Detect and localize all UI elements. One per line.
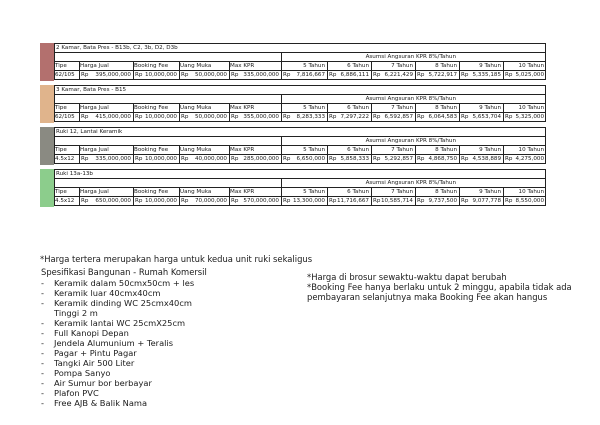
asumsi-header: Asumsi Angsuran KPR 8%/Tahun xyxy=(365,54,456,60)
spec-item-text: Air Sumur bor berbayar xyxy=(54,378,152,388)
amount: 7,816,667 xyxy=(296,72,325,78)
bullet-dash: - xyxy=(41,298,44,308)
amount: 5,325,000 xyxy=(515,114,544,120)
spec-item-text: Full Kanopi Depan xyxy=(54,328,129,338)
amount: 285,000,000 xyxy=(243,156,279,162)
cell-tipe: 62/105 xyxy=(55,114,75,120)
table-frame xyxy=(54,169,546,206)
table-title: Ruki 13a-13b xyxy=(56,171,93,177)
amount: 5,335,185 xyxy=(472,72,501,78)
currency-label: Rp xyxy=(283,114,291,120)
spec-title: Spesifikasi Bangunan - Rumah Komersil xyxy=(41,267,207,277)
color-bar xyxy=(40,43,54,81)
currency-label: Rp xyxy=(135,114,143,120)
bullet-dash: - xyxy=(41,288,44,298)
col-header-booking: Booking Fee xyxy=(134,105,169,111)
bullet-dash: - xyxy=(41,358,44,368)
col-header-tahun: 6 Tahun xyxy=(347,105,369,111)
amount: 650,000,000 xyxy=(95,198,131,204)
amount: 9,737,500 xyxy=(428,198,457,204)
amount: 8,283,333 xyxy=(296,114,325,120)
currency-label: Rp xyxy=(505,72,513,78)
spec-item-text: Keramik lantai WC 25cmX25cm xyxy=(54,318,186,328)
amount: 50,000,000 xyxy=(194,114,227,120)
col-header-tahun: 9 Tahun xyxy=(479,63,501,69)
bullet-dash: - xyxy=(41,388,44,398)
amount: 5,858,333 xyxy=(340,156,369,162)
amount: 10,000,000 xyxy=(144,156,177,162)
currency-label: Rp xyxy=(231,114,239,120)
table-frame xyxy=(54,85,546,122)
currency-label: Rp xyxy=(81,72,89,78)
table-body xyxy=(54,127,546,165)
col-header-tahun: 10 Tahun xyxy=(518,105,544,111)
bullet-dash: - xyxy=(41,378,44,388)
col-header-kpr: Max KPR xyxy=(230,105,255,111)
amount: 40,000,000 xyxy=(194,156,227,162)
col-header-booking: Booking Fee xyxy=(134,147,169,153)
col-header-tahun: 5 Tahun xyxy=(303,189,325,195)
amount: 5,722,917 xyxy=(428,72,457,78)
amount: 4,868,750 xyxy=(428,156,457,162)
cell-tipe: 4.5x12 xyxy=(55,156,75,162)
currency-label: Rp xyxy=(135,198,143,204)
amount: 6,886,111 xyxy=(340,72,369,78)
currency-label: Rp xyxy=(329,72,337,78)
currency-label: Rp xyxy=(373,114,381,120)
currency-label: Rp xyxy=(505,156,513,162)
currency-label: Rp xyxy=(373,198,381,204)
bullet-dash: - xyxy=(41,368,44,378)
amount: 5,653,704 xyxy=(472,114,501,120)
spec-item-text: Plafon PVC xyxy=(54,388,99,398)
amount: 335,000,000 xyxy=(243,72,279,78)
col-header-tahun: 5 Tahun xyxy=(303,63,325,69)
currency-label: Rp xyxy=(181,72,189,78)
amount: 10,585,714 xyxy=(380,198,413,204)
col-header-tahun: 10 Tahun xyxy=(518,63,544,69)
bullet-dash: - xyxy=(41,398,44,408)
table-frame xyxy=(54,43,546,80)
col-header-tahun: 5 Tahun xyxy=(303,147,325,153)
table-title: 2 Kamar, Bata Pres - B13b, C2, 3b, D2, D3b xyxy=(56,45,178,51)
price-table-2 xyxy=(40,85,546,123)
spec-item-text: Keramik luar 40cmx40cm xyxy=(54,288,161,298)
amount: 5,292,857 xyxy=(384,156,413,162)
amount: 13,300,000 xyxy=(292,198,325,204)
col-header-tipe: Tipe xyxy=(55,63,67,69)
currency-label: Rp xyxy=(231,198,239,204)
currency-label: Rp xyxy=(461,114,469,120)
currency-label: Rp xyxy=(461,156,469,162)
currency-label: Rp xyxy=(329,156,337,162)
col-header-muka: Uang Muka xyxy=(180,105,212,111)
col-header-tahun: 6 Tahun xyxy=(347,189,369,195)
col-header-tipe: Tipe xyxy=(55,189,67,195)
currency-label: Rp xyxy=(505,198,513,204)
spec-item-text: Keramik dalam 50cmx50cm + les xyxy=(54,278,195,288)
amount: 4,275,000 xyxy=(515,156,544,162)
col-header-booking: Booking Fee xyxy=(134,189,169,195)
currency-label: Rp xyxy=(461,198,469,204)
amount: 5,025,000 xyxy=(515,72,544,78)
col-header-kpr: Max KPR xyxy=(230,189,255,195)
spec-item-text: Keramik dinding WC 25cmx40cm xyxy=(54,298,192,308)
note-right-1: *Harga di brosur sewaktu-waktu dapat berubah xyxy=(307,272,507,282)
col-header-kpr: Max KPR xyxy=(230,147,255,153)
col-header-booking: Booking Fee xyxy=(134,63,169,69)
bullet-dash: - xyxy=(41,278,44,288)
amount: 415,000,000 xyxy=(95,114,131,120)
col-header-harga: Harga Jual xyxy=(80,105,109,111)
amount: 335,000,000 xyxy=(95,156,131,162)
amount: 9,077,778 xyxy=(472,198,501,204)
col-header-tahun: 8 Tahun xyxy=(435,63,457,69)
currency-label: Rp xyxy=(283,72,291,78)
spec-item-text: Jendela Alumunium + Teralis xyxy=(54,338,174,348)
col-header-tahun: 6 Tahun xyxy=(347,63,369,69)
currency-label: Rp xyxy=(135,156,143,162)
col-header-tahun: 8 Tahun xyxy=(435,189,457,195)
asumsi-header: Asumsi Angsuran KPR 8%/Tahun xyxy=(365,96,456,102)
color-bar xyxy=(40,127,54,165)
col-header-tipe: Tipe xyxy=(55,147,67,153)
col-header-harga: Harga Jual xyxy=(80,189,109,195)
asumsi-header: Asumsi Angsuran KPR 8%/Tahun xyxy=(365,138,456,144)
note-right-3: pembayaran selanjutnya maka Booking Fee akan hangus xyxy=(307,292,548,302)
col-header-harga: Harga Jual xyxy=(80,63,109,69)
currency-label: Rp xyxy=(135,72,143,78)
currency-label: Rp xyxy=(231,72,239,78)
currency-label: Rp xyxy=(417,72,425,78)
col-header-harga: Harga Jual xyxy=(80,147,109,153)
col-header-tahun: 9 Tahun xyxy=(479,147,501,153)
spec-item-text: Pagar + Pintu Pagar xyxy=(54,348,137,358)
amount: 6,064,583 xyxy=(428,114,457,120)
currency-label: Rp xyxy=(181,156,189,162)
color-bar xyxy=(40,169,54,207)
table-body xyxy=(54,43,546,81)
table-title: Ruki 12, Lantai Keramik xyxy=(56,129,123,135)
col-header-muka: Uang Muka xyxy=(180,147,212,153)
currency-label: Rp xyxy=(283,198,291,204)
col-header-tahun: 5 Tahun xyxy=(303,105,325,111)
amount: 7,297,222 xyxy=(340,114,369,120)
table-title: 3 Kamar, Bata Pres - B15 xyxy=(56,87,127,93)
col-header-tahun: 9 Tahun xyxy=(479,105,501,111)
price-table-1 xyxy=(40,43,546,81)
amount: 6,221,429 xyxy=(384,72,413,78)
currency-label: Rp xyxy=(373,156,381,162)
table-frame xyxy=(54,127,546,164)
amount: 10,000,000 xyxy=(144,114,177,120)
currency-label: Rp xyxy=(329,198,337,204)
col-header-tipe: Tipe xyxy=(55,105,67,111)
table-body xyxy=(54,85,546,123)
note-right-2: *Booking Fee hanya berlaku untuk 2 minggu, apabila tidak ada xyxy=(307,282,572,292)
currency-label: Rp xyxy=(417,156,425,162)
amount: 10,000,000 xyxy=(144,72,177,78)
col-header-tahun: 9 Tahun xyxy=(479,189,501,195)
note-harga: *Harga tertera merupakan harga untuk kedua unit ruki sekaligus xyxy=(40,254,313,264)
spec-item-text: Pompa Sanyo xyxy=(54,368,111,378)
col-header-tahun: 7 Tahun xyxy=(391,189,413,195)
amount: 6,592,857 xyxy=(384,114,413,120)
col-header-tahun: 10 Tahun xyxy=(518,189,544,195)
currency-label: Rp xyxy=(373,72,381,78)
currency-label: Rp xyxy=(181,198,189,204)
currency-label: Rp xyxy=(231,156,239,162)
col-header-tahun: 10 Tahun xyxy=(518,147,544,153)
col-header-tahun: 6 Tahun xyxy=(347,147,369,153)
amount: 570,000,000 xyxy=(243,198,279,204)
asumsi-header: Asumsi Angsuran KPR 8%/Tahun xyxy=(365,180,456,186)
col-header-tahun: 8 Tahun xyxy=(435,105,457,111)
currency-label: Rp xyxy=(81,198,89,204)
price-table-3 xyxy=(40,127,546,165)
currency-label: Rp xyxy=(283,156,291,162)
spec-item-text: Free AJB & Balik Nama xyxy=(54,398,148,408)
currency-label: Rp xyxy=(181,114,189,120)
currency-label: Rp xyxy=(417,198,425,204)
currency-label: Rp xyxy=(461,72,469,78)
currency-label: Rp xyxy=(505,114,513,120)
amount: 395,000,000 xyxy=(95,72,131,78)
col-header-kpr: Max KPR xyxy=(230,63,255,69)
amount: 4,538,889 xyxy=(472,156,501,162)
col-header-tahun: 7 Tahun xyxy=(391,147,413,153)
amount: 11,716,667 xyxy=(336,198,369,204)
spec-item-text: Tinggi 2 m xyxy=(54,308,98,318)
price-table-4 xyxy=(40,169,546,207)
col-header-tahun: 7 Tahun xyxy=(391,63,413,69)
currency-label: Rp xyxy=(81,156,89,162)
amount: 10,000,000 xyxy=(144,198,177,204)
amount: 355,000,000 xyxy=(243,114,279,120)
table-body xyxy=(54,169,546,207)
currency-label: Rp xyxy=(417,114,425,120)
col-header-muka: Uang Muka xyxy=(180,63,212,69)
bullet-dash: - xyxy=(41,338,44,348)
col-header-tahun: 7 Tahun xyxy=(391,105,413,111)
amount: 8,550,000 xyxy=(515,198,544,204)
col-header-tahun: 8 Tahun xyxy=(435,147,457,153)
spec-item-text: Tangki Air 500 Liter xyxy=(54,358,135,368)
currency-label: Rp xyxy=(81,114,89,120)
col-header-muka: Uang Muka xyxy=(180,189,212,195)
amount: 6,650,000 xyxy=(296,156,325,162)
cell-tipe: 4.5x12 xyxy=(55,198,75,204)
bullet-dash: - xyxy=(41,328,44,338)
color-bar xyxy=(40,85,54,123)
bullet-dash: - xyxy=(41,348,44,358)
amount: 50,000,000 xyxy=(194,72,227,78)
currency-label: Rp xyxy=(329,114,337,120)
cell-tipe: 62/105 xyxy=(55,72,75,78)
bullet-dash: - xyxy=(41,318,44,328)
amount: 70,000,000 xyxy=(194,198,227,204)
